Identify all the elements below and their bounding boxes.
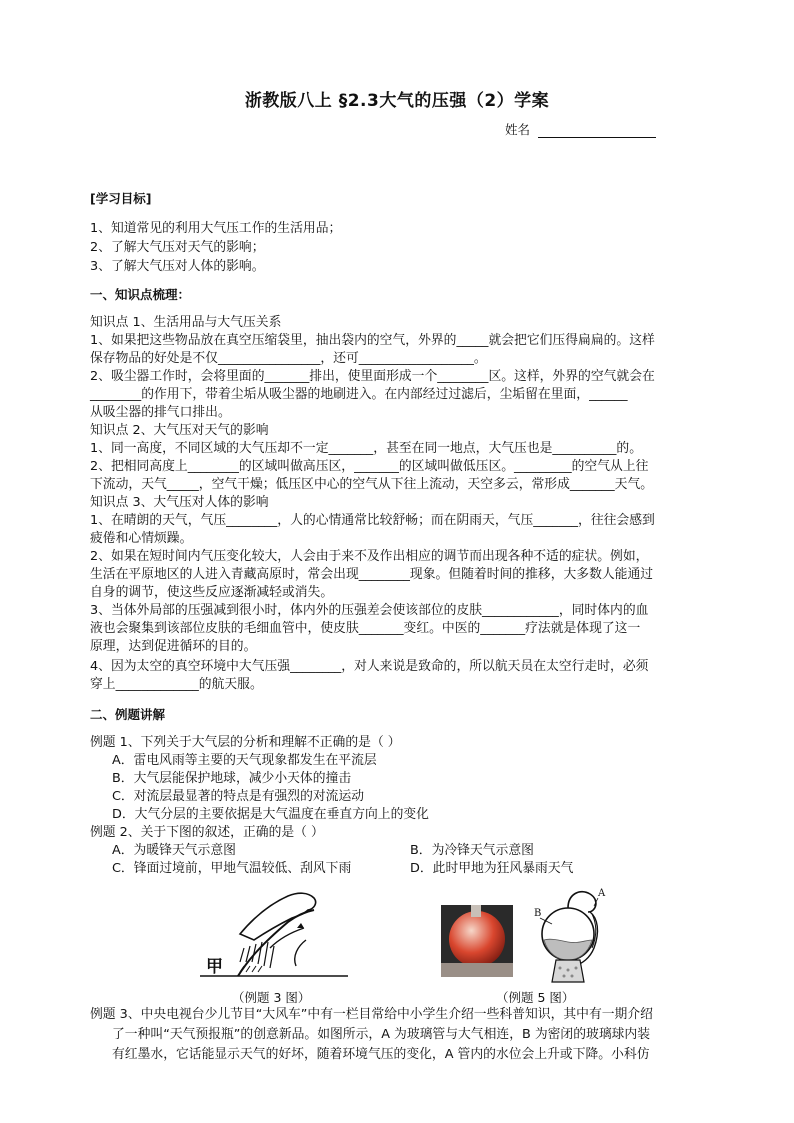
page-title: 浙教版八上 §2.3大气的压强（2）学案 — [244, 91, 550, 111]
kp-line: 保存物品的好处是不仅________________，还可__________________。 — [90, 351, 487, 366]
kp-line: 疲倦和心情烦躁。 — [90, 531, 193, 546]
example2-option-d: D．此时甲地为狂风暴雨天气 — [410, 861, 574, 876]
section2-heading: 二、例题讲解 — [90, 707, 166, 722]
kp-line: 2、如果在短时间内气压变化较大，人会由于来不及作出相应的调节而出现各种不适的症状。例如， — [90, 549, 649, 564]
kp-line: 4、因为太空的真空环境中大气压强________，对人来说是致命的，所以航天员在太空行走时，必须 — [90, 659, 649, 674]
objective-item: 2、了解大气压对天气的影响； — [90, 240, 265, 255]
kp-line: 液也会聚集到该部位皮肤的毛细血管中，使皮肤_______变红。中医的_______疗法就是体现了这一 — [90, 621, 641, 636]
example1-option-d: D．大气分层的主要依据是大气温度在垂直方向上的变化 — [112, 807, 429, 822]
label-b: B — [534, 908, 542, 919]
weather-bottle-diagram — [528, 878, 614, 986]
kp-line: ________的作用下，带着尘垢从吸尘器的地刷进入。在内部经过过滤后，尘垢留在里面，______ — [90, 387, 628, 402]
objectives-heading: [学习目标] — [90, 191, 152, 206]
example2-stem: 例题 2、关于下图的叙述，正确的是（ ） — [90, 825, 324, 840]
kp-line: 从吸尘器的排气口排出。 — [90, 405, 231, 420]
location-jia-label: 甲 — [206, 957, 223, 977]
objective-item: 1、知道常见的利用大气压工作的生活用品； — [90, 221, 342, 236]
example1-stem: 例题 1、下列关于大气层的分析和理解不正确的是（ ） — [90, 735, 401, 750]
kp-line: 生活在平原地区的人进入青藏高原时，常会出现________现象。但随着时间的推移，大多数人能通过 — [90, 567, 654, 582]
kp-line: 3、当体外局部的压强减到很小时，体内外的压强差会使该部位的皮肤____________，同时体内的血 — [90, 603, 649, 618]
section1-heading: 一、知识点梳理： — [90, 287, 191, 302]
name-field — [505, 120, 656, 138]
kp-line: 穿上_____________的航天服。 — [90, 677, 263, 692]
kp-line: 原理，达到促进循环的目的。 — [90, 639, 257, 654]
example1-option-c: C．对流层最显著的特点是有强烈的对流运动 — [112, 789, 365, 804]
example3-line: 例题 3、中央电视台少儿节目“大风车”中有一栏目常给中小学生介绍一些科普知识，其中有一期介绍 — [90, 1007, 653, 1022]
name-blank-line[interactable] — [538, 124, 656, 138]
name-label: 姓名 — [505, 122, 531, 137]
example1-option-b: B．大气层能保护地球，减少小天体的撞击 — [112, 771, 352, 786]
kp3-title: 知识点 3、大气压对人体的影响 — [90, 495, 269, 510]
kp-line: 下流动，天气_____，空气干燥；低压区中心的空气从下往上流动，天空多云，常形成_______天气。 — [90, 477, 654, 492]
kp-line: 1、同一高度，不同区域的大气压却不一定_______，甚至在同一地点，大气压也是__________的。 — [90, 441, 643, 456]
front-diagram-figure — [200, 876, 350, 986]
example2-option-a: A．为暖锋天气示意图 — [112, 843, 236, 858]
fig3-caption: （例题 3 图） — [232, 990, 311, 1005]
kp1-title: 知识点 1、生活用品与大气压关系 — [90, 315, 282, 330]
example3-line: 有红墨水，它话能显示天气的好坏，随着环境气压的变化，A 管内的水位会上升或下降。小科仿 — [112, 1047, 650, 1062]
objective-item: 3、了解大气压对人体的影响。 — [90, 259, 265, 274]
weather-bottle-photo — [441, 905, 513, 977]
example2-option-b: B．为冷锋天气示意图 — [410, 843, 534, 858]
label-a: A — [598, 888, 606, 899]
kp2-title: 知识点 2、大气压对天气的影响 — [90, 423, 269, 438]
kp-line: 1、如果把这些物品放在真空压缩袋里，抽出袋内的空气，外界的_____就会把它们压得扁扁的。这样 — [90, 333, 655, 348]
example1-option-a: A．雷电风雨等主要的天气现象都发生在平流层 — [112, 753, 377, 768]
fig5-caption: （例题 5 图） — [496, 990, 575, 1005]
example2-option-c: C．锋面过境前，甲地气温较低、刮风下雨 — [112, 861, 352, 876]
kp-line: 自身的调节，使这些反应逐渐减轻或消失。 — [90, 585, 334, 600]
kp-line: 2、吸尘器工作时，会将里面的_______排出，使里面形成一个________区。这样，外界的空气就会在 — [90, 369, 655, 384]
example3-line: 了一种叫“天气预报瓶”的创意新品。如图所示，A 为玻璃管与大气相连，B 为密闭的玻璃球内装 — [112, 1027, 651, 1042]
kp-line: 2、把相同高度上________的区域叫做高压区，_______的区域叫做低压区。_________的空气从上往 — [90, 459, 649, 474]
kp-line: 1、在晴朗的天气，气压________，人的心情通常比较舒畅；而在阴雨天，气压_______，往往会感到 — [90, 513, 655, 528]
